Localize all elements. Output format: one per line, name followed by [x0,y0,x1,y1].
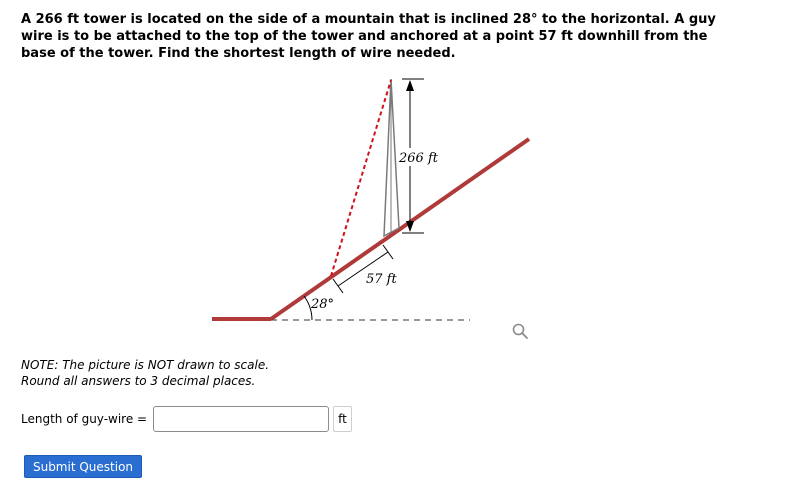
guy-wire-length-input[interactable] [153,406,329,432]
downhill-tick-left [333,279,343,293]
note-line-2: Round all answers to 3 decimal places. [21,374,256,388]
note-block [21,357,269,389]
problem-text: A 266 ft tower is located on the side of a mountain that is inclined 28° to the horizontal. A guy wire is to be attached to the top of the tower and anchored at a point 57 ft downhill from the base of the tower. Find the shortest length of wire needed. [21,12,716,61]
downhill-distance-label: 57 ft [366,272,397,287]
note-line-1: NOTE: The picture is NOT drawn to scale. [21,358,270,372]
guy-wire [331,80,391,276]
magnifier-icon[interactable] [511,322,529,340]
unit-label: ft [333,406,352,432]
height-arrow-up [406,80,414,91]
tower-height-label: 266 ft [399,151,438,166]
height-arrow-down [406,221,414,232]
submit-question-button[interactable]: Submit Question [24,455,142,478]
angle-label: 28° [311,297,335,312]
downhill-tick-right [383,245,393,259]
answer-row [21,404,352,434]
guy-wire-length-label: Length of guy-wire = [21,412,148,426]
